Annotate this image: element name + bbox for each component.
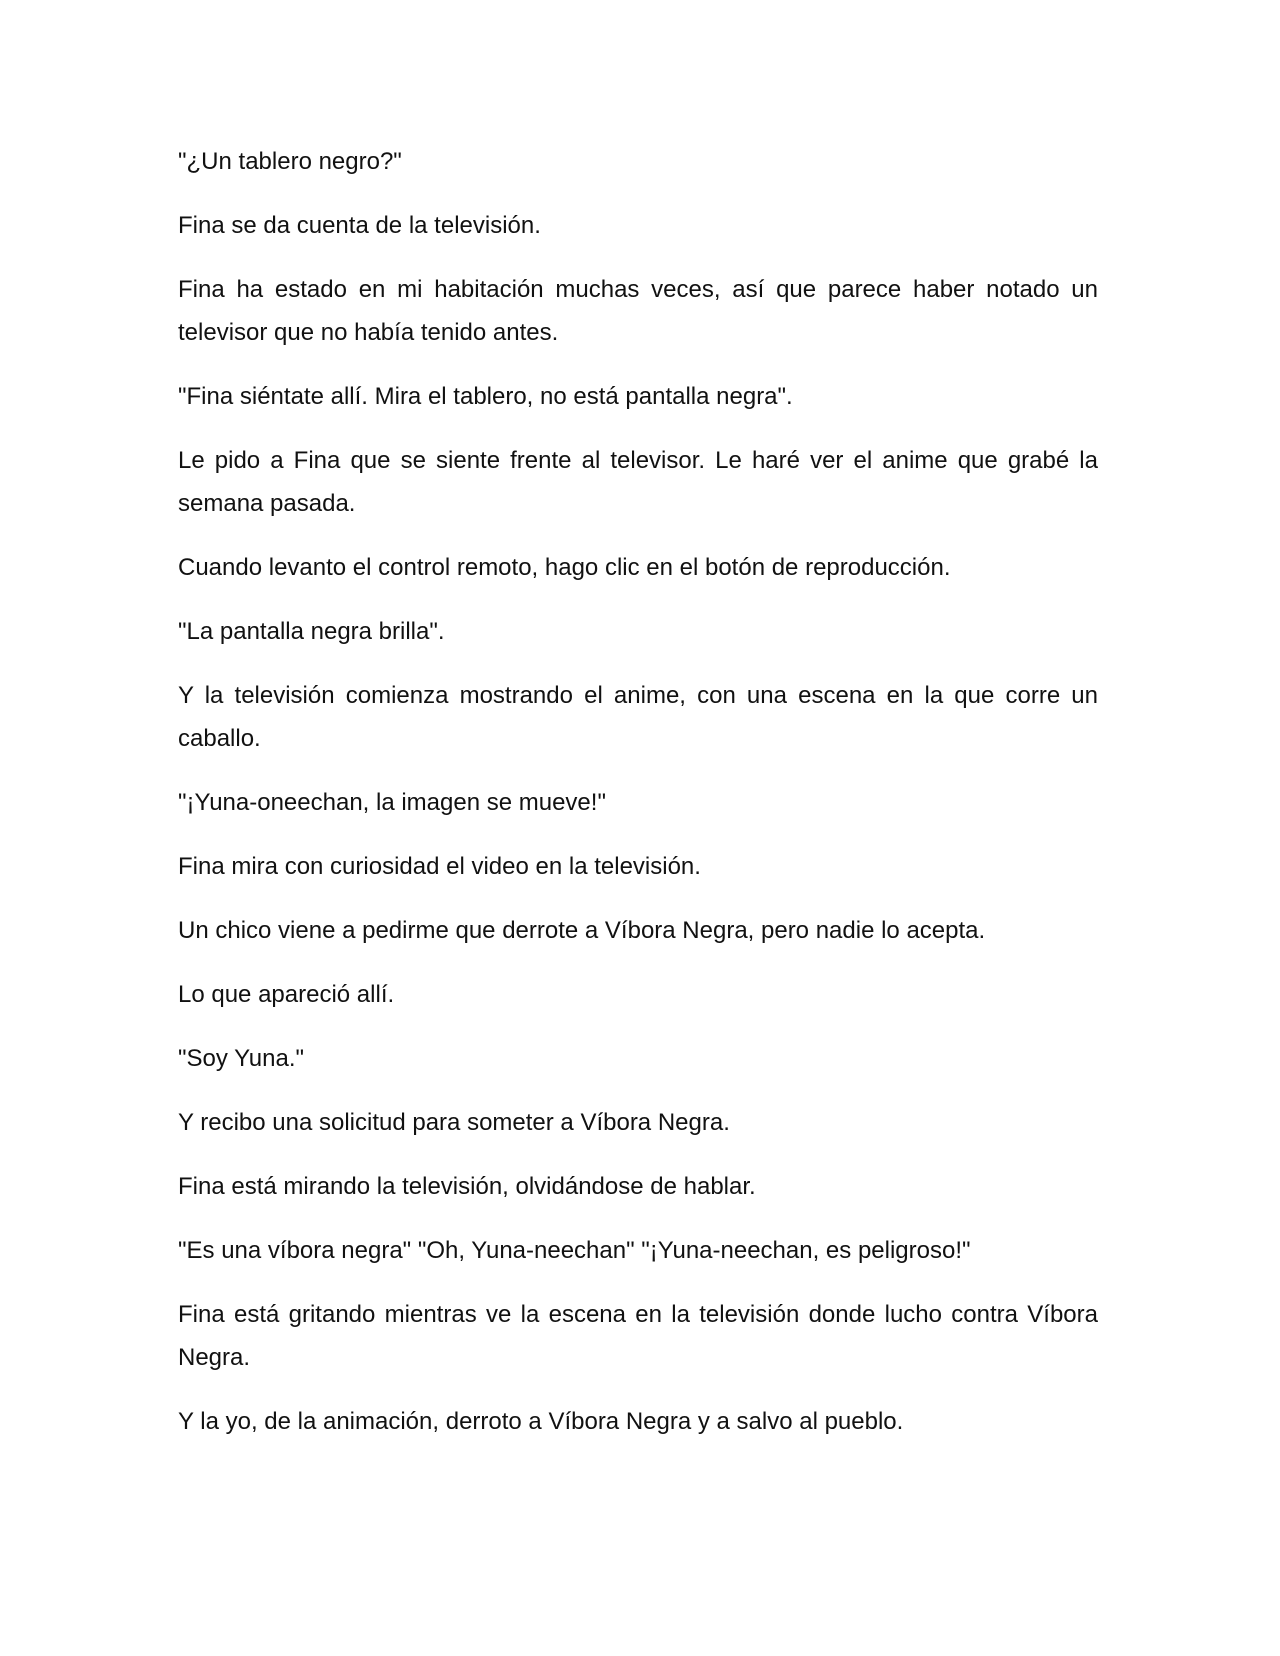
paragraph: Fina ha estado en mi habitación muchas veces, así que parece haber notado un televisor que no había tenido antes.: [178, 276, 1098, 346]
paragraph: Y recibo una solicitud para someter a Víbora Negra.: [178, 1109, 730, 1136]
paragraph: "Fina siéntate allí. Mira el tablero, no está pantalla negra".: [178, 383, 793, 410]
paragraph: Lo que apareció allí.: [178, 981, 395, 1008]
paragraph: Un chico viene a pedirme que derrote a Víbora Negra, pero nadie lo acepta.: [178, 917, 986, 944]
paragraph: Y la televisión comienza mostrando el anime, con una escena en la que corre un caballo.: [178, 682, 1098, 752]
paragraph: Y la yo, de la animación, derroto a Víbora Negra y a salvo al pueblo.: [178, 1408, 904, 1435]
paragraph: "La pantalla negra brilla".: [178, 618, 445, 645]
paragraph: "¡Yuna-oneechan, la imagen se mueve!": [178, 789, 606, 816]
paragraph: Fina mira con curiosidad el video en la televisión.: [178, 853, 701, 880]
document-body: [178, 140, 1098, 1464]
paragraph: "Soy Yuna.": [178, 1045, 305, 1072]
paragraph: "Es una víbora negra" "Oh, Yuna-neechan" "¡Yuna-neechan, es peligroso!": [178, 1237, 971, 1264]
paragraph: Le pido a Fina que se siente frente al televisor. Le haré ver el anime que grabé la semana pasada.: [178, 447, 1098, 517]
paragraph: Fina se da cuenta de la televisión.: [178, 212, 541, 239]
paragraph: Fina está mirando la televisión, olvidándose de hablar.: [178, 1173, 756, 1200]
paragraph: "¿Un tablero negro?": [178, 148, 402, 175]
paragraph: Cuando levanto el control remoto, hago clic en el botón de reproducción.: [178, 554, 951, 581]
paragraph: Fina está gritando mientras ve la escena en la televisión donde lucho contra Víbora Negra.: [178, 1301, 1098, 1371]
